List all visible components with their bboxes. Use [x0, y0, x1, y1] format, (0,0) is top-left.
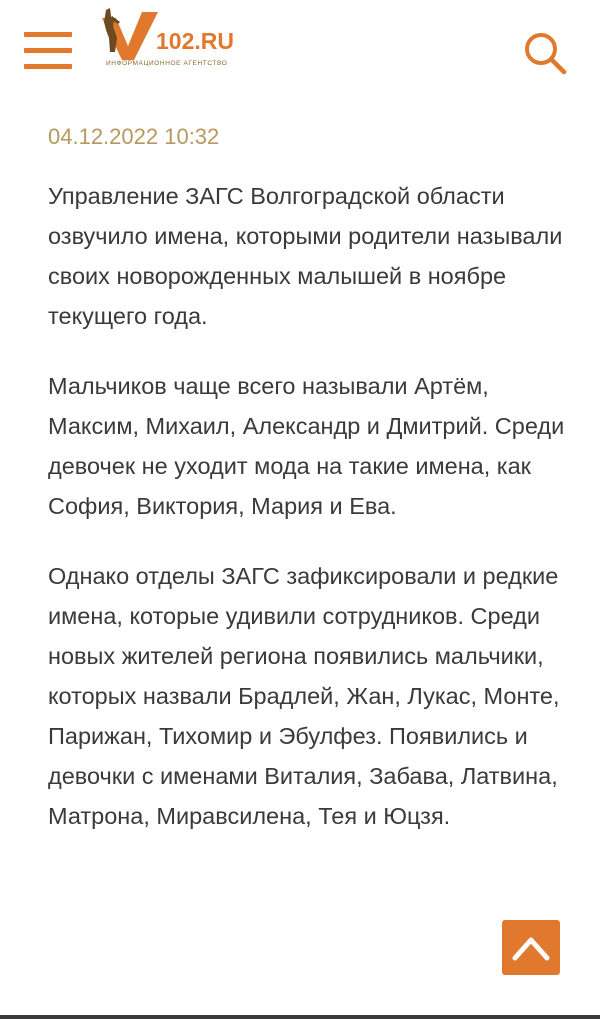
article-date: 04.12.2022 10:32 [48, 124, 220, 149]
article-paragraph: Управление ЗАГС Волгоградской области озвучило имена, которыми родители называли своих новорожденных малышей в ноябре текущего года. [48, 183, 563, 329]
hamburger-menu-icon [24, 32, 72, 37]
hamburger-menu-icon-bar [24, 48, 72, 53]
site-header [0, 0, 600, 100]
search-button[interactable] [522, 30, 568, 76]
logo-text: 102.RU [156, 28, 234, 54]
scroll-to-top-button[interactable] [502, 920, 560, 975]
article-paragraph: Однако отделы ЗАГС зафиксировали и редкие имена, которые удивили сотрудников. Среди новых жителей региона появились мальчики, которых назвали Брадлей, Жан, Лукас, Монте, Парижан, Тихомир и Эбулфез. Появились и девочки с именами Виталия, Забава, Латвина, Матрона, Миравсилена, Тея и Юцзя. [48, 563, 560, 829]
article-paragraph: Мальчиков чаще всего называли Артём, Максим, Михаил, Александр и Дмитрий. Среди девочек не уходит мода на такие имена, как София, Виктория, Мария и Ева. [48, 373, 565, 519]
site-logo[interactable] [98, 8, 248, 72]
menu-button[interactable] [24, 30, 74, 74]
article [48, 122, 568, 866]
bottom-divider [0, 1015, 600, 1019]
search-icon [522, 30, 568, 76]
logo-subtitle: ИНФОРМАЦИОННОЕ АГЕНТСТВО [106, 60, 228, 67]
hamburger-menu-icon-bar [24, 64, 72, 69]
chevron-up-icon [511, 930, 551, 964]
logo-mark-icon [98, 8, 160, 62]
